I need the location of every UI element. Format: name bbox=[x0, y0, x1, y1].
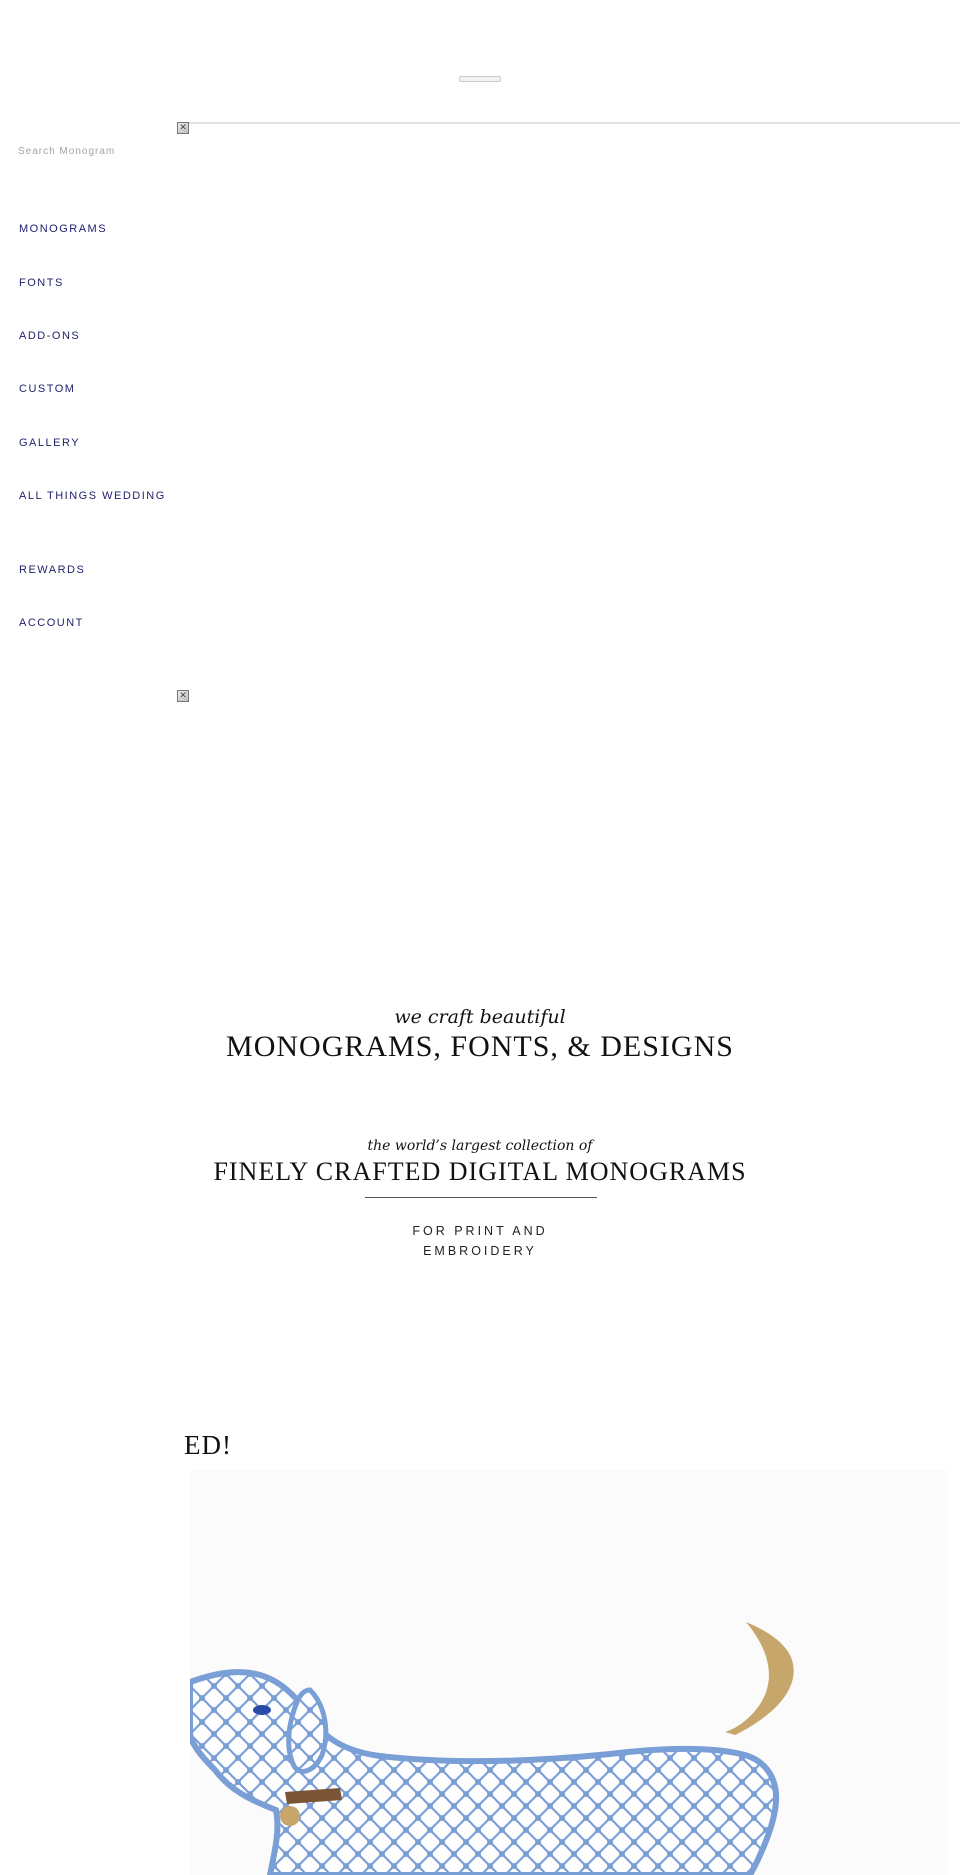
nav-item-account[interactable]: ACCOUNT bbox=[19, 617, 84, 629]
nav-item-custom[interactable]: CUSTOM bbox=[19, 383, 76, 395]
menu-toggle-button[interactable] bbox=[459, 76, 501, 82]
nav-item-add-ons[interactable]: ADD-ONS bbox=[19, 330, 81, 342]
dachshund-illustration bbox=[190, 1470, 948, 1875]
banner-heading-cutoff: ED! bbox=[184, 1430, 232, 1460]
search-input[interactable] bbox=[18, 145, 168, 157]
nav-item-all-things-wedding[interactable]: ALL THINGS WEDDING bbox=[19, 490, 166, 502]
collection-divider bbox=[365, 1197, 597, 1198]
dog-eye bbox=[253, 1705, 271, 1715]
dog-collar-tag bbox=[280, 1806, 300, 1826]
hero-tagline: we craft beautiful bbox=[394, 1006, 566, 1028]
nav-item-gallery[interactable]: GALLERY bbox=[19, 437, 81, 449]
dog-body bbox=[190, 1672, 776, 1875]
nav-item-fonts[interactable]: FONTS bbox=[19, 277, 64, 289]
collection-sub-line-1: FOR PRINT AND bbox=[412, 1224, 548, 1238]
dog-ear bbox=[289, 1690, 326, 1771]
banner-image bbox=[190, 1470, 948, 1875]
dog-tail bbox=[725, 1622, 794, 1735]
hero-headline: MONOGRAMS, FONTS, & DESIGNS bbox=[226, 1030, 734, 1063]
collection-sub-line-2: EMBROIDERY bbox=[423, 1244, 537, 1258]
header-divider bbox=[177, 122, 960, 124]
broken-image-icon: ✕ bbox=[177, 690, 189, 702]
broken-image-icon: ✕ bbox=[177, 122, 189, 134]
nav-item-monograms[interactable]: MONOGRAMS bbox=[19, 223, 108, 235]
collection-headline: FINELY CRAFTED DIGITAL MONOGRAMS bbox=[213, 1157, 747, 1186]
collection-intro: the world’s largest collection of bbox=[367, 1138, 593, 1154]
nav-item-rewards[interactable]: REWARDS bbox=[19, 564, 86, 576]
